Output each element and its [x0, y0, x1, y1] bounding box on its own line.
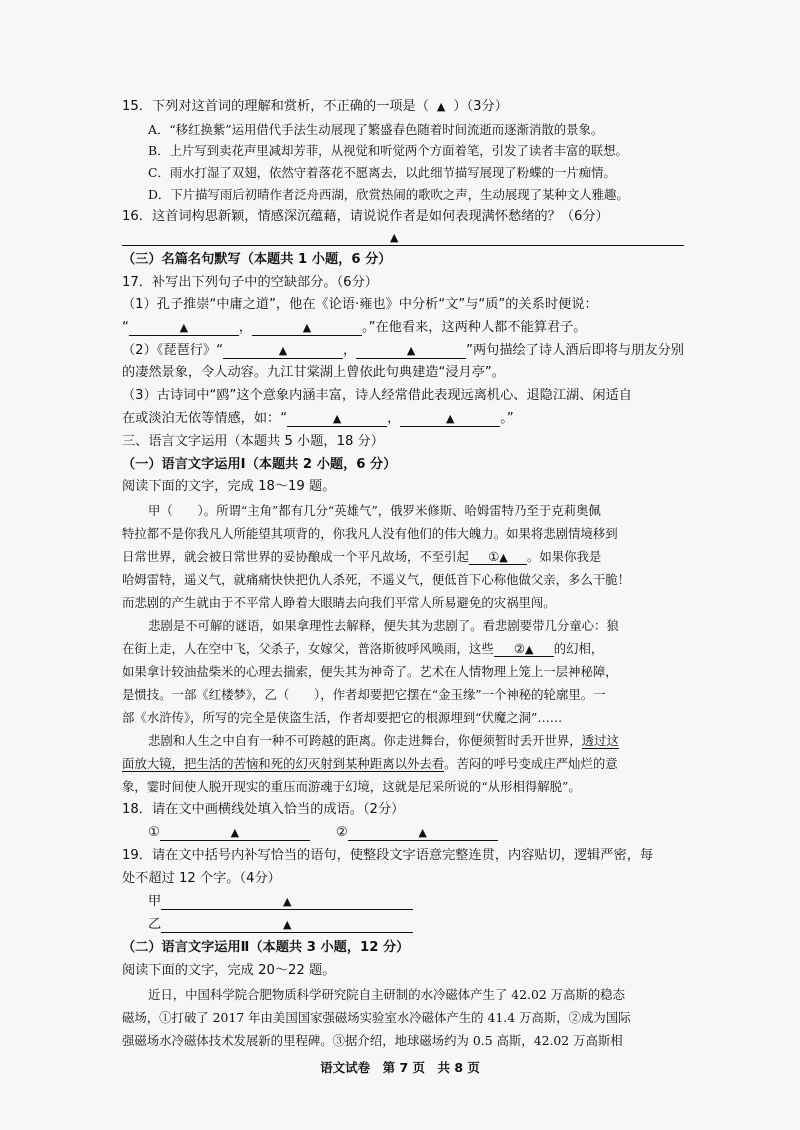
- passage-line: 强磁场水冷磁体技术发展新的里程碑。③据介绍，地球磁场约为 0.5 高斯，42.02 万高斯相: [122, 1033, 623, 1048]
- answer-mark-icon: ▲: [390, 231, 399, 244]
- subsection-title-2: （二）语言文字运用Ⅱ（本题共 3 小题，12 分）: [122, 940, 410, 955]
- reading-instruction-1: 阅读下面的文字，完成 18～19 题。: [122, 479, 336, 494]
- q19-stem-2: 处不超过 12 个字。（4分）: [122, 871, 281, 886]
- answer-mark-icon: ▲: [436, 100, 446, 113]
- passage-line: 面放大镜，把生活的苦恼和死的幻灭射到某种距离以外去看。苦闷的呼号变成庄严灿烂的意: [122, 756, 618, 771]
- q19-answer-b: 乙 ▲: [148, 915, 413, 935]
- passage-line: 近日，中国科学院合肥物质科学研究院自主研制的水冷磁体产生了 42.02 万高斯的稳态: [148, 987, 626, 1002]
- answer-blank[interactable]: [252, 320, 362, 336]
- answer-mark-icon: ▲: [278, 344, 288, 357]
- answer-blank[interactable]: [348, 825, 498, 841]
- answer-mark-icon: ▲: [282, 918, 292, 931]
- answer-blank[interactable]: [161, 894, 413, 910]
- answer-line: [122, 245, 684, 246]
- reading-instruction-2: 阅读下面的文字，完成 20～22 题。: [122, 963, 336, 978]
- answer-mark-icon: ▲: [179, 321, 189, 334]
- q15-option-c: C．雨水打湿了双翅，依然守着落花不愿离去，以此细节描写展现了粉蝶的一片痴情。: [148, 165, 616, 180]
- passage-line: 特拉都不是你我凡人所能望其项背的，你我凡人没有他们的伟大魄力。如果将悲剧情境移到: [122, 526, 618, 541]
- passage-line: 磁场，①打破了 2017 年由美国国家强磁场实验室水冷磁体产生的 41.4 万高斯，②成为国际: [122, 1010, 631, 1025]
- q17-stem: 17．补写出下列句子中的空缺部分。（6分）: [122, 275, 378, 290]
- underlined-sentence: 透过这: [581, 733, 619, 748]
- q18-answers: ① ▲ ② ▲: [148, 823, 498, 843]
- passage-line: 甲（ ）。所谓“主角”都有几分“英雄气”，俄罗米修斯、哈姆雷特乃至于克莉奥佩: [148, 503, 601, 518]
- passage-line: 如果拿计较油盐柴米的心理去揣索，便失其为神奇了。艺术在人情物理上笼上一层神秘障，: [122, 664, 618, 679]
- q17-line-5: （3）古诗词中“鸥”这个意象内涵丰富，诗人经常借此表现远离机心、退隐江湖、闲适自: [122, 388, 632, 403]
- passage-line: 悲剧是不可解的谜语，如果拿理性去解释，便失其为悲剧了。看悲剧要带几分童心：狼: [148, 618, 619, 633]
- answer-blank[interactable]: [287, 411, 387, 427]
- section-title-language: 三、语言文字运用（本题共 5 小题，18 分）: [122, 434, 384, 449]
- answer-blank[interactable]: [356, 343, 466, 359]
- answer-blank[interactable]: [129, 320, 239, 336]
- answer-blank[interactable]: [160, 825, 310, 841]
- answer-mark-icon: ▲: [406, 344, 416, 357]
- passage-line: 悲剧和人生之中自有一种不可跨越的距离。你走进舞台，你便须暂时丢开世界，透过这: [148, 733, 619, 748]
- q17-line-4: 的凄然景象，令人动容。九江甘棠湖上曾依此句典建造“浸月亭”。: [122, 365, 505, 380]
- q15-stem: 15．下列对这首词的理解和赏析，不正确的一项是（ ▲ ）（3分）: [122, 97, 508, 117]
- answer-mark-icon: ▲: [499, 551, 508, 564]
- answer-mark-icon: ▲: [332, 412, 342, 425]
- answer-mark-icon: ▲: [282, 895, 292, 908]
- passage-blank-1: ①▲: [469, 549, 527, 565]
- passage-line: 哈姆雷特，遥义气，就痛痛快快把仇人杀死，不遥义气，便低首下心称他做父亲，多么干脆！: [122, 572, 631, 587]
- passage-blank-2: ②▲: [494, 641, 554, 657]
- answer-mark-icon: ▲: [302, 321, 312, 334]
- q15-option-b: B．上片写到卖花声里减却芳菲，从视觉和听觉两个方面着笔，引发了读者丰富的联想。: [148, 143, 628, 158]
- answer-mark-icon: ▲: [230, 826, 240, 839]
- passage-line: 象，霎时间使人脱开现实的重压而游魂于幻境，这就是尼采所说的“从形相得解脱”。: [122, 779, 581, 794]
- q15-option-a: A．“移红换紫”运用借代手法生动展现了繁盛春色随着时间流逝而逐渐消散的景象。: [148, 122, 604, 137]
- answer-mark-icon: ▲: [446, 412, 455, 425]
- q17-line-1: （1）孔子推崇“中庸之道”，他在《论语·雍也》中分析“文”与“质”的关系时便说：: [122, 297, 598, 312]
- passage-line: 在街上走，人在空中飞，父杀子，女嫁父，普洛斯彼呼风唤雨，这些 ②▲ 的幻相，: [122, 641, 604, 656]
- passage-line: 部《水浒传》，所写的完全是侠盗生活，作者却要把它的根源埋到“伏魔之洞”……: [122, 710, 563, 725]
- q19-stem-1: 19．请在文中括号内补写恰当的语句，使整段文字语意完整连贯，内容贴切，逻辑严密，每: [122, 848, 654, 863]
- passage-line: 是惯技。一部《红楼梦》，乙（ ），作者却要把它摆在“金玉缘”一个神秘的轮廓里。一: [122, 687, 606, 702]
- answer-blank[interactable]: [161, 917, 413, 933]
- underlined-sentence: 面放大镜，把生活的苦恼和死的幻灭射到某种距离以外去看: [122, 756, 445, 771]
- section-title-recitation: （三）名篇名句默写（本题共 1 小题，6 分）: [122, 252, 392, 267]
- passage-line: 日常世界，就会被日常世界的妥协酿成一个平凡故场，不至引起 ①▲ 。如果你我是: [122, 549, 602, 564]
- answer-blank[interactable]: [223, 343, 343, 359]
- q19-answer-a: 甲 ▲: [148, 892, 413, 912]
- q15-option-d: D．下片描写雨后初晴作者泛舟西湖，欣赏热闹的歌吹之声，生动展现了某种文人雅趣。: [148, 187, 629, 202]
- q17-line-6: 在或淡泊无依等情感，如：“ ▲ ， ▲ 。”: [122, 411, 514, 426]
- q17-line-2: “ ▲ ， ▲ 。”在他看来，这两种人都不能算君子。: [122, 320, 587, 335]
- q18-stem: 18．请在文中画横线处填入恰当的成语。（2分）: [122, 802, 405, 817]
- answer-mark-icon: ▲: [418, 826, 427, 839]
- q16-stem: 16．这首词构思新颖，情感深沉蕴藉，请说说作者是如何表现满怀愁绪的？（6分）: [122, 209, 609, 224]
- passage-line: 而悲剧的产生就由于不平常人睁着大眼睛去向我们平常人所易避免的灾祸里闯。: [122, 595, 556, 610]
- answer-blank[interactable]: [400, 411, 500, 427]
- subsection-title-1: （一）语言文字运用Ⅰ（本题共 2 小题，6 分）: [122, 457, 397, 472]
- page-footer: 语文试卷 第 7 页 共 8 页: [320, 1060, 480, 1075]
- answer-mark-icon: ▲: [525, 643, 534, 656]
- q17-line-3: （2）《琵琶行》“ ▲ ， ▲ ”两句描绘了诗人酒后即将与朋友分别: [122, 343, 684, 358]
